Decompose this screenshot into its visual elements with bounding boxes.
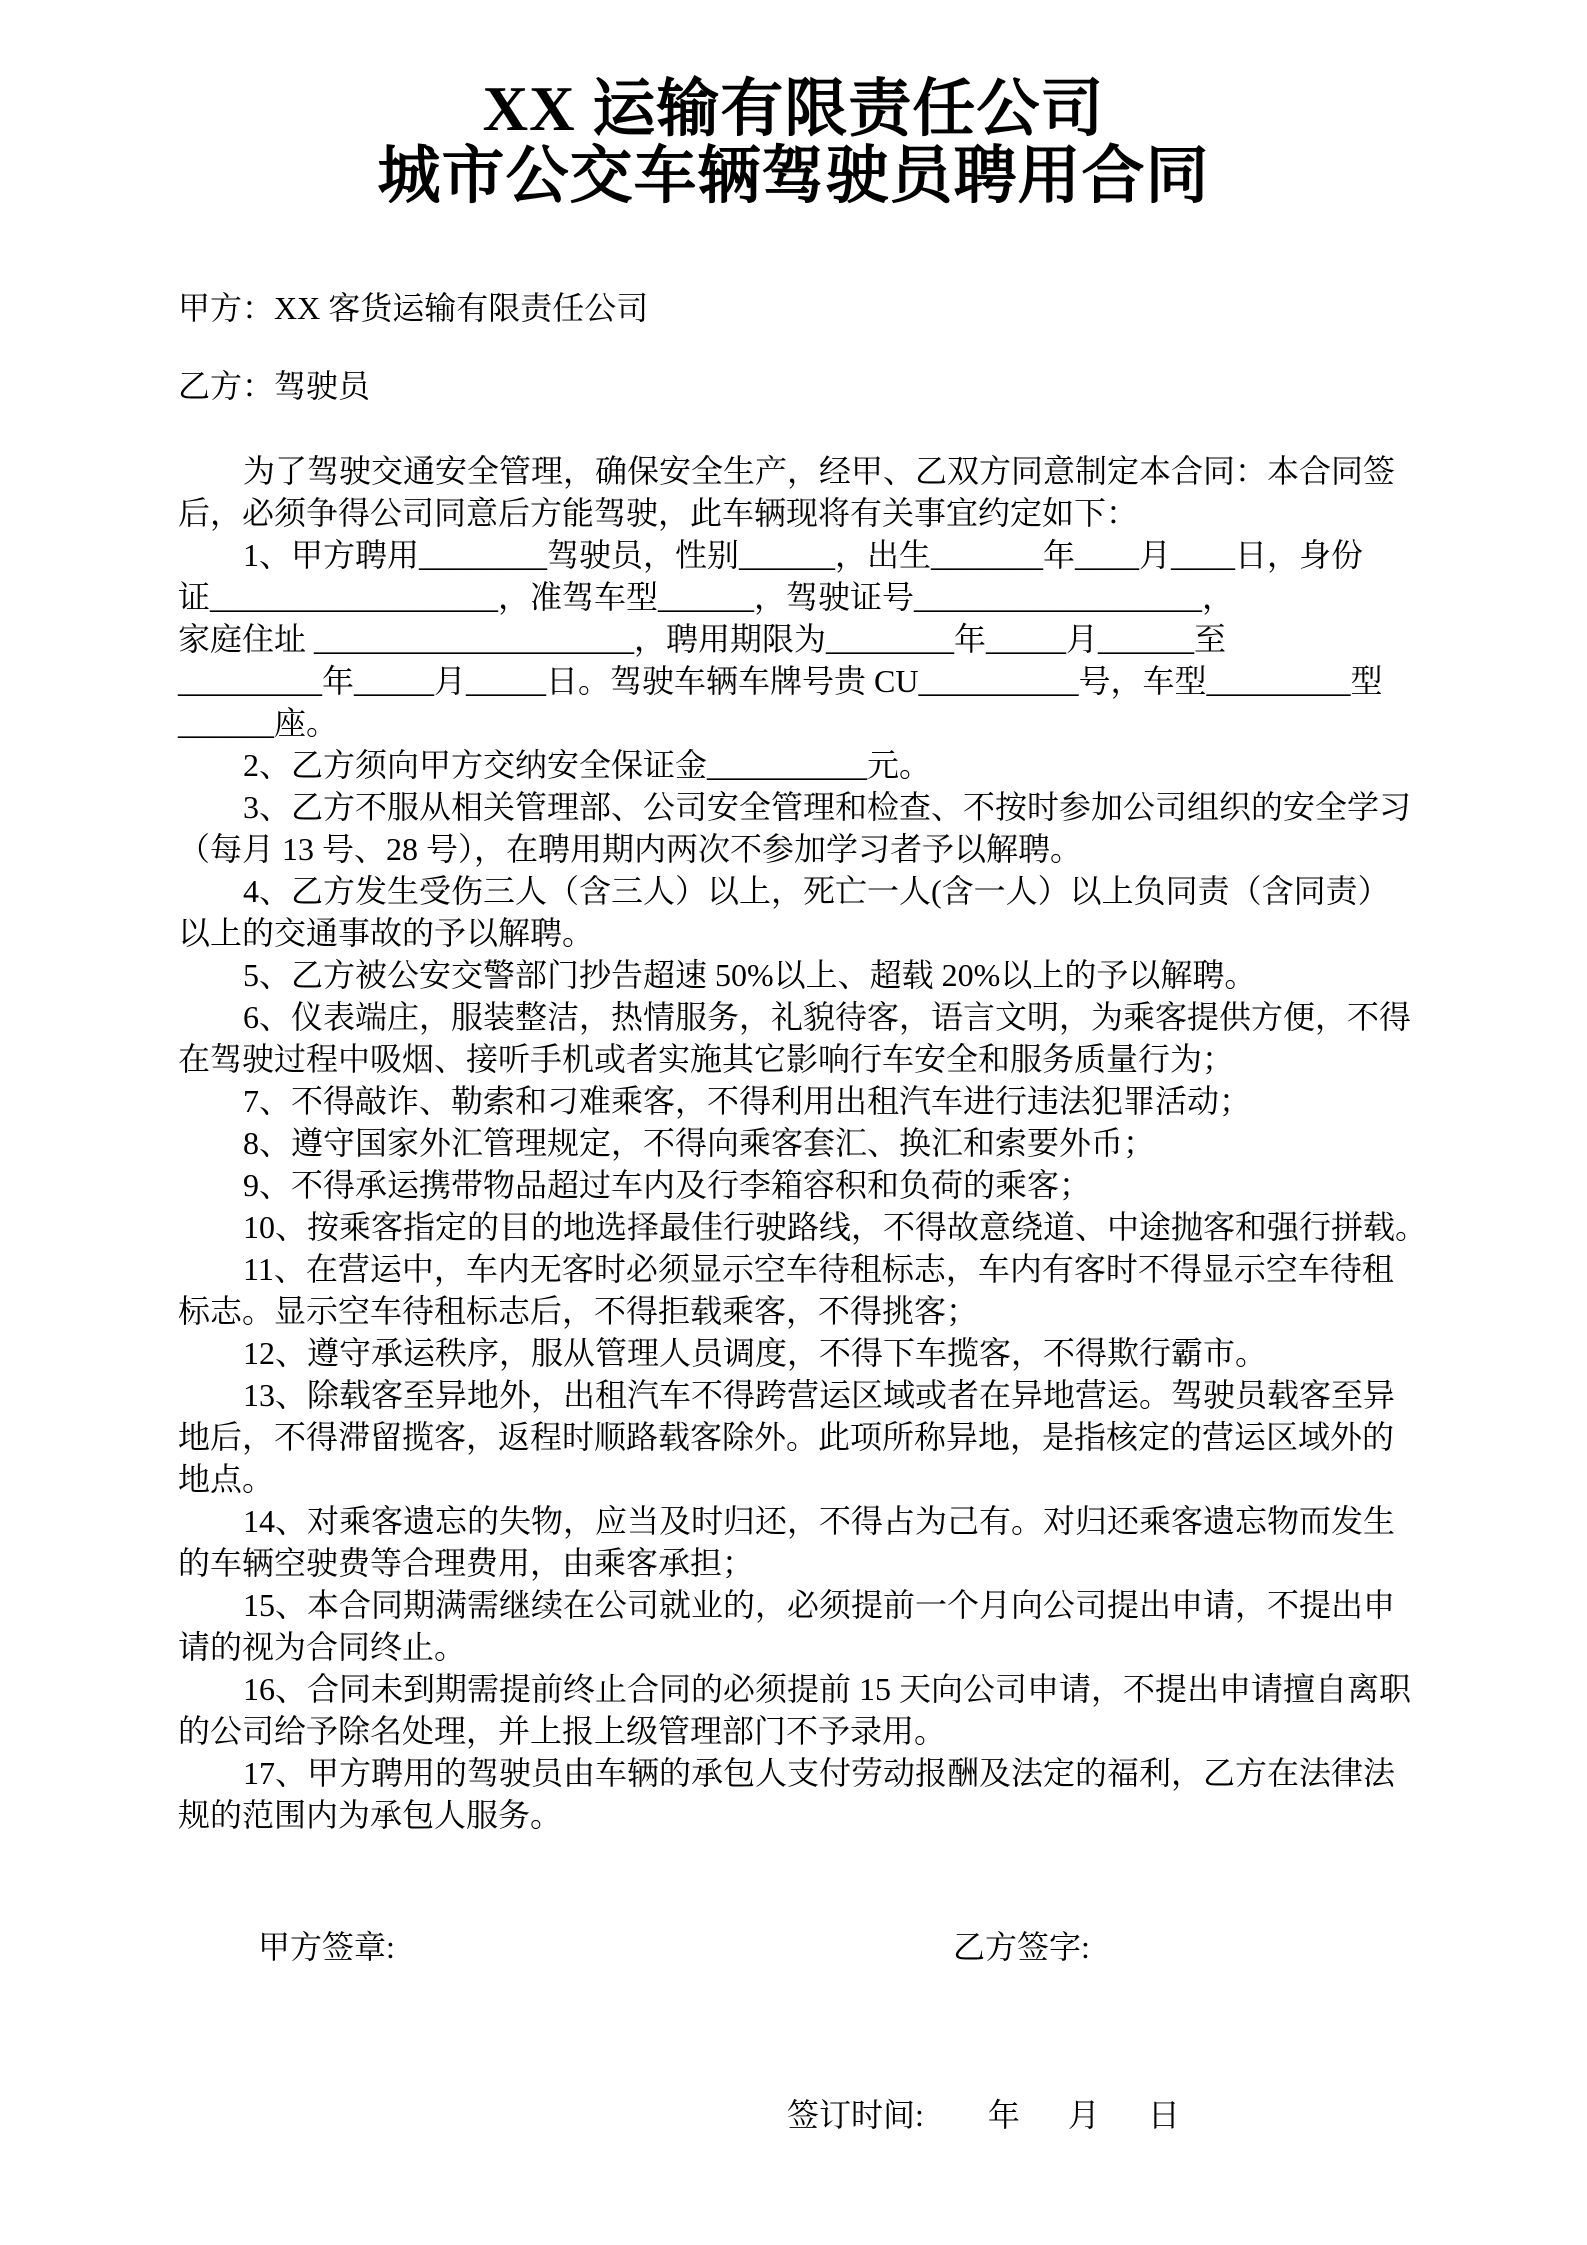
contract-line: 5、乙方被公安交警部门抄告超速 50%以上、超载 20%以上的予以解聘。 bbox=[243, 957, 1257, 993]
contract-line: 后，必须争得公司同意后方能驾驶，此车辆现将有关事宜约定如下： bbox=[178, 495, 1139, 531]
contract-line: 2、乙方须向甲方交纳安全保证金__________元。 bbox=[243, 747, 932, 783]
party-a-signature-label: 甲方签章: bbox=[258, 1929, 395, 1965]
contract-line: ______座。 bbox=[178, 705, 339, 741]
contract-line: 请的视为合同终止。 bbox=[178, 1629, 467, 1665]
signing-date-line: 签订时间: 年 月 日 bbox=[787, 2097, 1180, 2133]
contract-line: 家庭住址 ____________________，聘用期限为________年_____月______至 bbox=[178, 621, 1227, 657]
contract-line: 规的范围内为承包人服务。 bbox=[178, 1797, 563, 1833]
contract-line: 标志。显示空车待租标志后，不得拒载乘客，不得挑客； bbox=[178, 1293, 979, 1329]
party-a-line: 甲方：XX 客货运输有限责任公司 bbox=[178, 290, 649, 326]
party-b-signature-label: 乙方签字: bbox=[953, 1929, 1090, 1965]
contract-line: 在驾驶过程中吸烟、接听手机或者实施其它影响行车安全和服务质量行为； bbox=[178, 1041, 1235, 1077]
contract-line: 13、除载客至异地外，出租汽车不得跨营运区域或者在异地营运。驾驶员载客至异 bbox=[243, 1377, 1396, 1413]
page-title-contract: 城市公交车辆驾驶员聘用合同 bbox=[377, 141, 1210, 211]
contract-line: 9、不得承运携带物品超过车内及行李箱容积和负荷的乘客； bbox=[243, 1167, 1092, 1203]
contract-line: 16、合同未到期需提前终止合同的必须提前 15 天向公司申请，不提出申请擅自离职 bbox=[243, 1671, 1412, 1707]
contract-line: 的公司给予除名处理，并上报上级管理部门不予录用。 bbox=[178, 1713, 947, 1749]
contract-line: 6、仪表端庄，服装整洁，热情服务，礼貌待客，语言文明，为乘客提供方便，不得 bbox=[243, 999, 1412, 1035]
contract-line: 11、在营运中，车内无客时必须显示空车待租标志，车内有客时不得显示空车待租 bbox=[243, 1251, 1394, 1287]
contract-line: 14、对乘客遗忘的失物，应当及时归还，不得占为己有。对归还乘客遗忘物而发生 bbox=[243, 1503, 1396, 1539]
contract-line: 12、遵守承运秩序，服从管理人员调度，不得下车揽客，不得欺行霸市。 bbox=[243, 1335, 1268, 1371]
contract-body bbox=[178, 450, 1518, 1836]
contract-line: 为了驾驶交通安全管理，确保安全生产，经甲、乙双方同意制定本合同：本合同签 bbox=[243, 453, 1396, 489]
contract-line: 地后，不得滞留揽客，返程时顺路载客除外。此项所称异地，是指核定的营运区域外的 bbox=[178, 1419, 1395, 1455]
contract-line: 3、乙方不服从相关管理部、公司安全管理和检查、不按时参加公司组织的安全学习 bbox=[243, 789, 1412, 825]
contract-line: 地点。 bbox=[178, 1461, 275, 1497]
contract-line: 以上的交通事故的予以解聘。 bbox=[178, 915, 595, 951]
contract-line: 的车辆空驶费等合理费用，由乘客承担； bbox=[178, 1545, 755, 1581]
contract-line: 17、甲方聘用的驾驶员由车辆的承包人支付劳动报酬及法定的福利，乙方在法律法 bbox=[243, 1755, 1396, 1791]
contract-line: 10、按乘客指定的目的地选择最佳行驶路线，不得故意绕道、中途抛客和强行拼载。 bbox=[243, 1209, 1428, 1245]
contract-line: （每月 13 号、28 号），在聘用期内两次不参加学习者予以解聘。 bbox=[178, 831, 1083, 867]
page-title-company: XX 运输有限责任公司 bbox=[482, 74, 1105, 144]
contract-line: 7、不得敲诈、勒索和刁难乘客，不得利用出租汽车进行违法犯罪活动； bbox=[243, 1083, 1252, 1119]
party-b-line: 乙方：驾驶员 bbox=[178, 368, 371, 404]
contract-line: 4、乙方发生受伤三人（含三人）以上，死亡一人(含一人）以上负同责（含同责） bbox=[243, 873, 1390, 909]
contract-line: 8、遵守国家外汇管理规定，不得向乘客套汇、换汇和索要外币； bbox=[243, 1125, 1156, 1161]
contract-line: 1、甲方聘用________驾驶员，性别______，出生_______年____月____日，身份 bbox=[243, 537, 1364, 573]
contract-line: _________年_____月_____日。驾驶车辆车牌号贵 CU__________号，车型_________型 bbox=[178, 663, 1383, 699]
contract-line: 15、本合同期满需继续在公司就业的，必须提前一个月向公司提出申请，不提出申 bbox=[243, 1587, 1396, 1623]
contract-line: 证__________________，准驾车型______，驾驶证号__________________， bbox=[178, 579, 1235, 615]
